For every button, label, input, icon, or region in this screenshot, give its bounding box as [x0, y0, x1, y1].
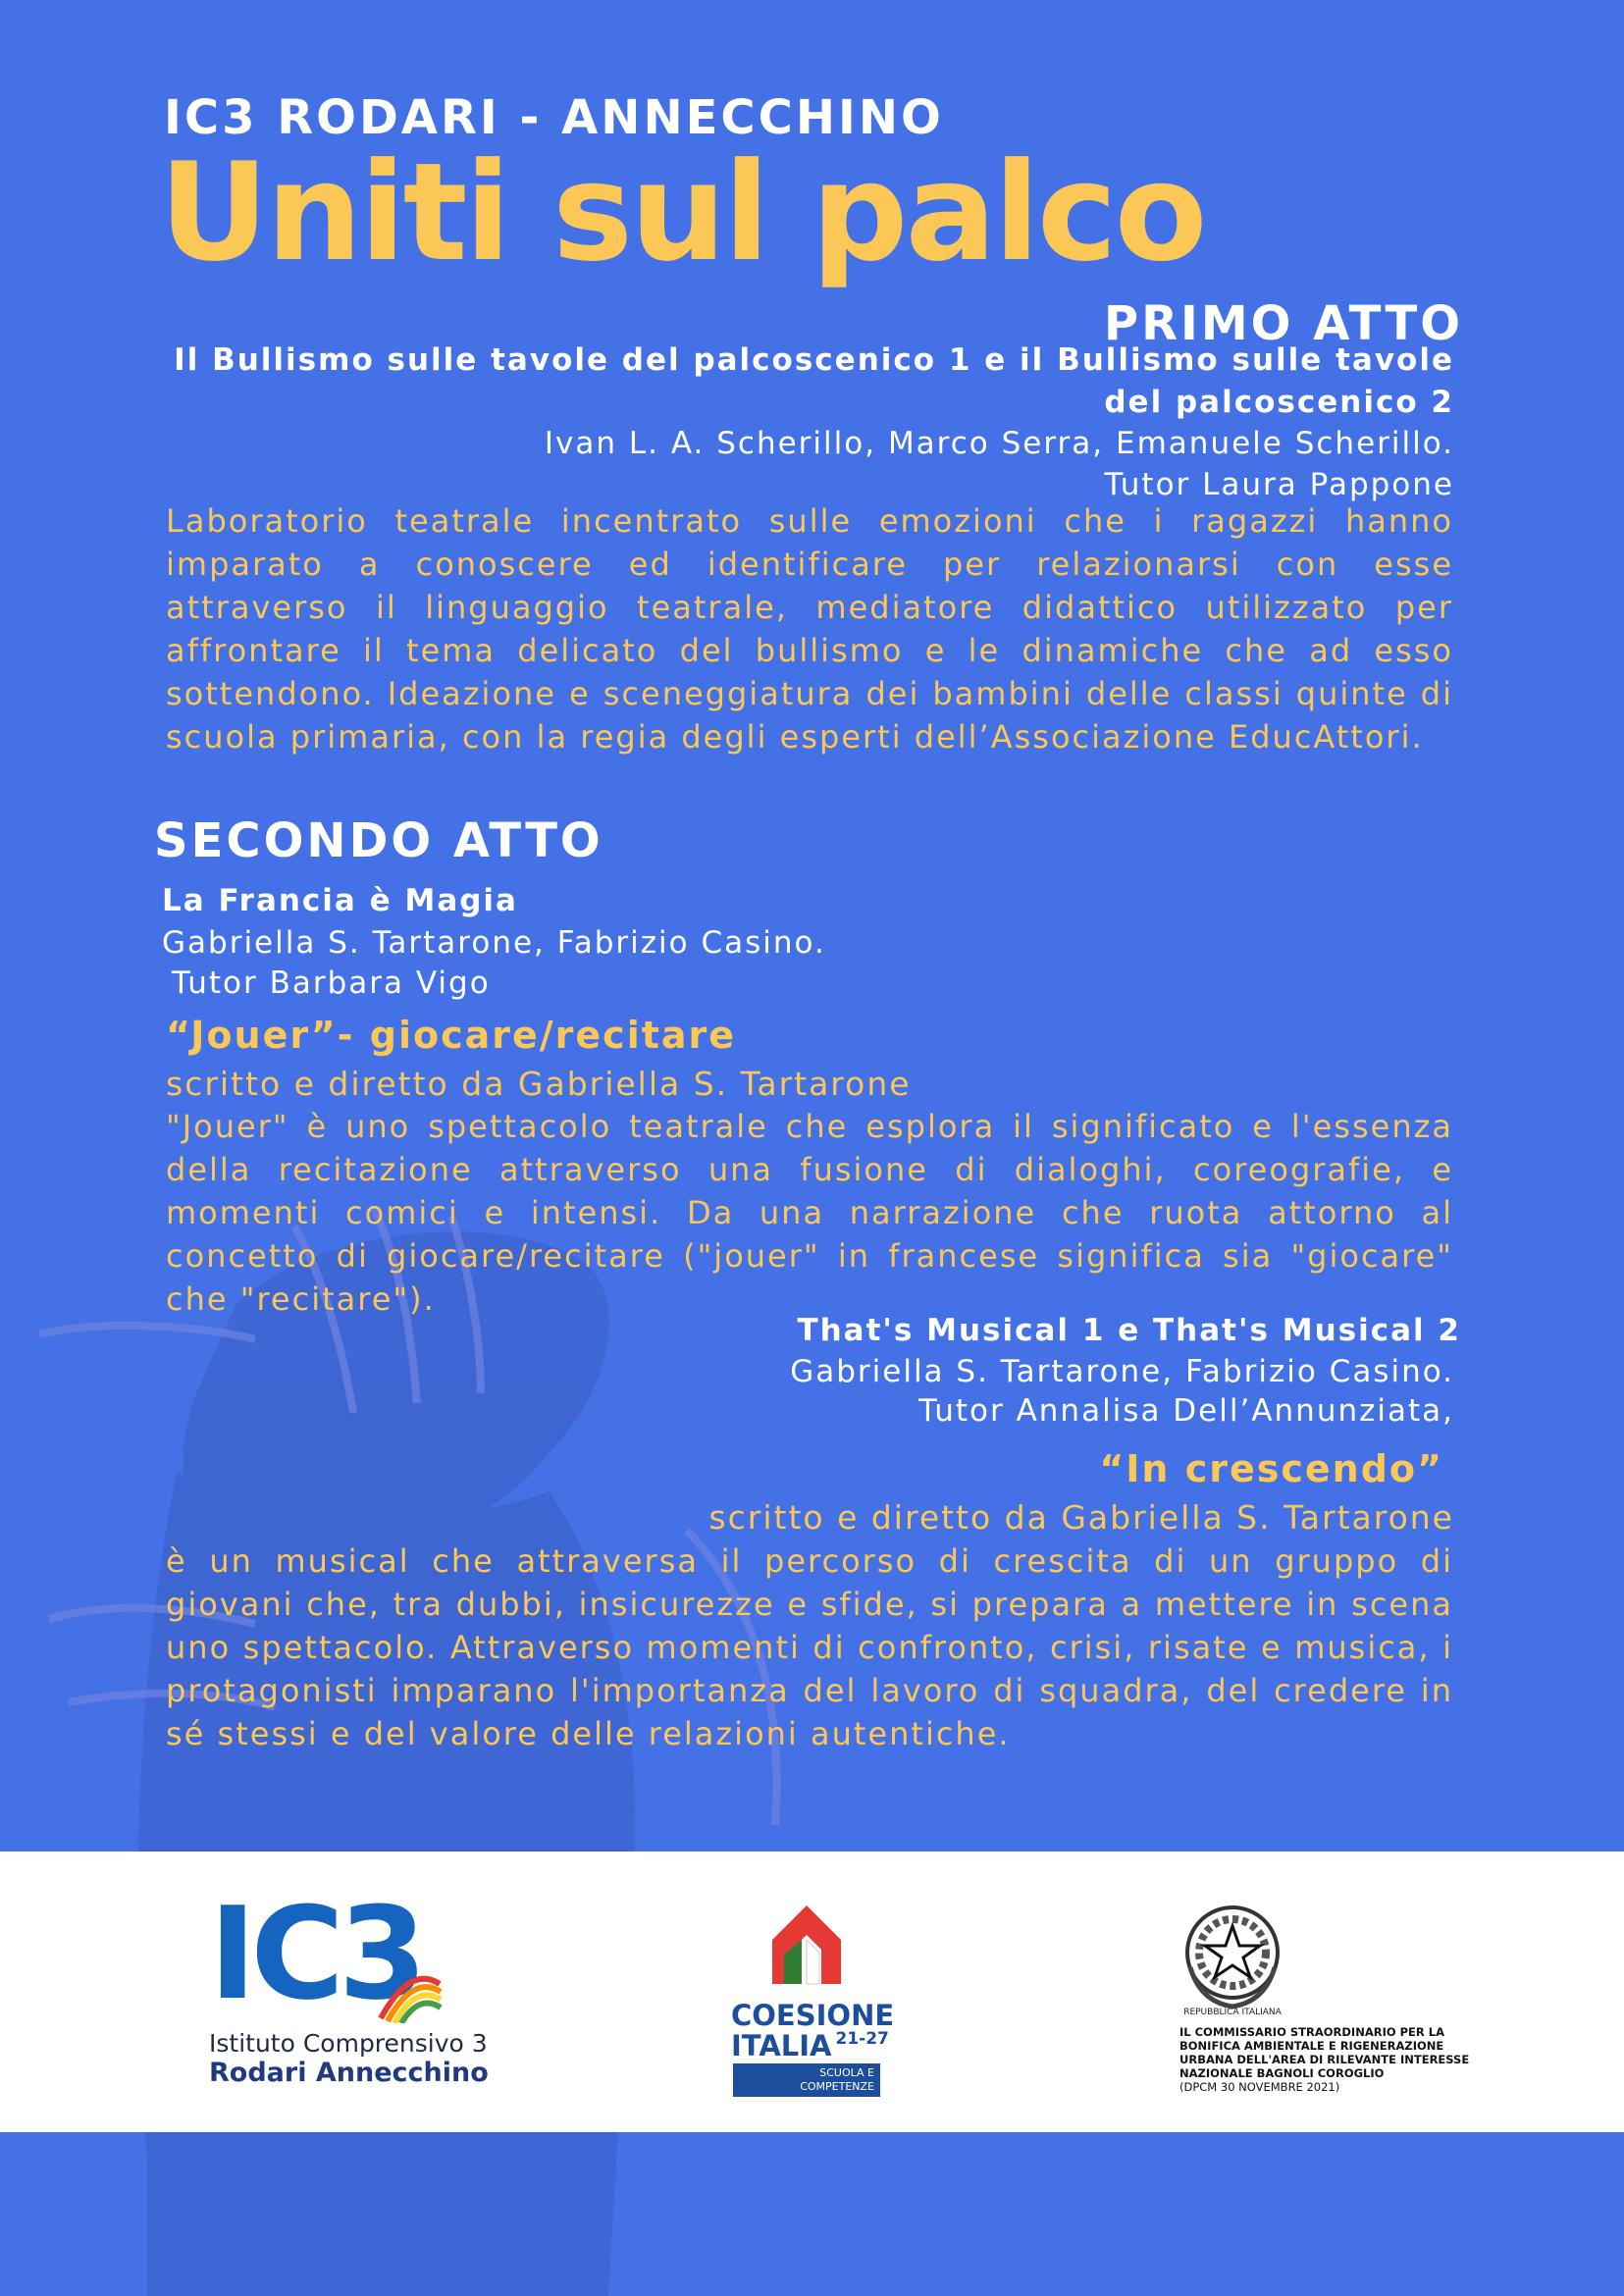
musical-authors: Gabriella S. Tartarone, Fabrizio Casino.: [790, 1354, 1454, 1389]
francia-title: La Francia è Magia: [162, 883, 518, 918]
footer-logos: [0, 1852, 1624, 2132]
primo-subtitle-line2: del palcoscenico 2: [1104, 385, 1454, 420]
crescendo-description: è un musical che attraversa il percorso di crescita di un gruppo di giovani che, tra dubbi, insicurezze e sfide, si prepara a mettere in scena uno spettacolo. Attraverso momenti di confronto, crisi, risate e musica, i protagonisti imparano l'importanza del lavoro di squadra, del credere in sé stessi e del valore delle relazioni autentiche.: [166, 1542, 1453, 1752]
jouer-description: "Jouer" è uno spettacolo teatrale che esplora il significato e l'essenza della recitazione attraverso una fusione di dialoghi, coreografie, e momenti comici e intensi. Da una narrazione che ruota attorno al concetto di giocare/recitare ("jouer" in francese significa sia "giocare" che "recitare").: [166, 1108, 1453, 1318]
primo-tutor: Tutor Laura Pappone: [1104, 467, 1454, 502]
coesione-arrow-icon: [762, 1896, 851, 1994]
commissario-line5: (DPCM 30 NOVEMBRE 2021): [1179, 2080, 1340, 2094]
coesione-band-line1: SCUOLA E: [819, 2066, 874, 2079]
coesione-band: [733, 2063, 880, 2097]
secondo-atto-heading: SECONDO ATTO: [154, 813, 603, 868]
jouer-credit: scritto e diretto da Gabriella S. Tartarone: [166, 1065, 912, 1103]
commissario-text: [1179, 2025, 1474, 2094]
coesione-italia-logo: [731, 1896, 895, 2093]
primo-description: Laboratorio teatrale incentrato sulle emozioni che i ragazzi hanno imparato a conoscere ed identificare per relazionarsi con esse attraverso il linguaggio teatrale, mediatore didattico utilizzato per affrontare il tema delicato del bullismo e le dinamiche che ad esso sottendono. Ideazione e sceneggiatura dei bambini delle classi quinte di scuola primaria, con la regia degli esperti dell’Associazione EducAttori.: [166, 502, 1453, 756]
emblem-caption: REPUBBLICA ITALIANA: [1183, 2008, 1282, 2016]
primo-atto-heading: PRIMO ATTO: [1103, 296, 1463, 351]
commissario-logo: [1177, 1899, 1471, 2095]
primo-subtitle-line1: Il Bullismo sulle tavole del palcoscenico 1 e il Bullismo sulle tavole: [174, 342, 1454, 378]
coesione-years: 21-27: [835, 2029, 889, 2049]
crescendo-credit: scritto e diretto da Gabriella S. Tartarone: [708, 1498, 1454, 1537]
coesione-italia-text: ITALIA: [731, 2029, 832, 2062]
musical-tutor: Tutor Annalisa Dell’Annunziata,: [917, 1393, 1454, 1429]
ic3-logo-mark: IC3: [209, 1879, 422, 2028]
crescendo-title: “In crescendo”: [1099, 1447, 1443, 1490]
francia-tutor: Tutor Barbara Vigo: [172, 965, 491, 1001]
francia-authors: Gabriella S. Tartarone, Fabrizio Casino.: [162, 925, 826, 961]
commissario-line3: URBANA DELL'AREA DI RILEVANTE INTERESSE: [1179, 2053, 1470, 2066]
commissario-line4: NAZIONALE BAGNOLI COROGLIO: [1179, 2066, 1385, 2080]
coesione-line1: COESIONE: [731, 1999, 895, 2032]
ic3-logo: [209, 1879, 489, 2090]
commissario-line2: BONIFICA AMBIENTALE E RIGENERAZIONE: [1179, 2039, 1444, 2053]
school-title: IC3 RODARI - ANNECCHINO: [164, 90, 944, 145]
coesione-line2: [731, 2029, 889, 2062]
ic3-logo-line1: Istituto Comprensivo 3: [209, 2029, 488, 2058]
page-title: Uniti sul palco: [159, 133, 1205, 291]
primo-authors: Ivan L. A. Scherillo, Marco Serra, Emanuele Scherillo.: [544, 426, 1454, 461]
rainbow-icon: [376, 1964, 445, 2023]
jouer-title: “Jouer”- giocare/recitare: [166, 1014, 737, 1057]
ic3-logo-line2: Rodari Annecchino: [209, 2058, 489, 2088]
coesione-band-line2: COMPETENZE: [800, 2080, 874, 2093]
italian-republic-emblem-icon: [1180, 1899, 1284, 2016]
commissario-line1: IL COMMISSARIO STRAORDINARIO PER LA: [1179, 2025, 1445, 2039]
musical-title: That's Musical 1 e That's Musical 2: [797, 1313, 1461, 1348]
